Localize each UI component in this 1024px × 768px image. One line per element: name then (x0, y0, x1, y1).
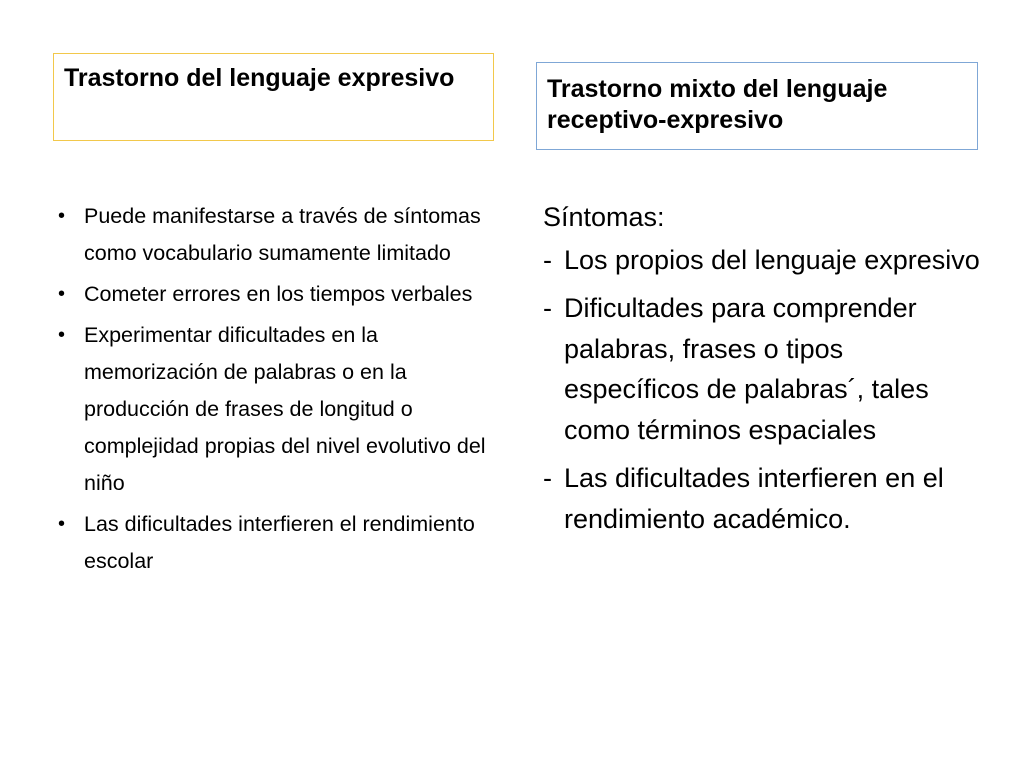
list-item (543, 458, 983, 539)
expressive-disorder-title: Trastorno del lenguaje expresivo (64, 64, 455, 92)
dash-icon: - (543, 244, 552, 275)
mixed-disorder-title: Trastorno mixto del lenguaje receptivo-expresivo (547, 75, 888, 134)
bullet-icon: • (58, 513, 66, 535)
list-item (543, 240, 983, 281)
list-item (58, 506, 488, 580)
list-item (58, 276, 488, 313)
bullet-icon: • (58, 324, 66, 346)
list-item-text: Cometer errores en los tiempos verbales (84, 282, 473, 306)
dash-icon: - (543, 463, 552, 493)
list-item-text: Las dificultades interfieren el rendimiento escolar (84, 512, 475, 573)
list-item (543, 288, 983, 450)
dash-icon: - (543, 293, 552, 323)
list-item (58, 317, 488, 502)
list-item-text: Dificultades para comprender palabras, frases o tipos específicos de palabras´, tales como términos espaciales (564, 293, 929, 445)
mixed-symptoms-list (543, 240, 983, 540)
mixed-disorder-title-box (536, 62, 978, 150)
list-item-text: Experimentar dificultades en la memorización de palabras o en la producción de frases de longitud o complejidad propias del nivel evolutivo del niño (84, 323, 486, 495)
list-item (58, 198, 488, 272)
expressive-symptoms-list (58, 198, 488, 584)
bullet-icon: • (58, 205, 66, 227)
mixed-symptoms-section (543, 197, 983, 547)
symptoms-heading: Síntomas: (543, 202, 665, 232)
list-item-text: Las dificultades interfieren en el rendimiento académico. (564, 463, 944, 534)
list-item-text: Los propios del lenguaje expresivo (564, 244, 980, 275)
bullet-icon: • (58, 283, 66, 305)
list-item-text: Puede manifestarse a través de síntomas como vocabulario sumamente limitado (84, 204, 481, 265)
expressive-disorder-title-box (53, 53, 494, 141)
